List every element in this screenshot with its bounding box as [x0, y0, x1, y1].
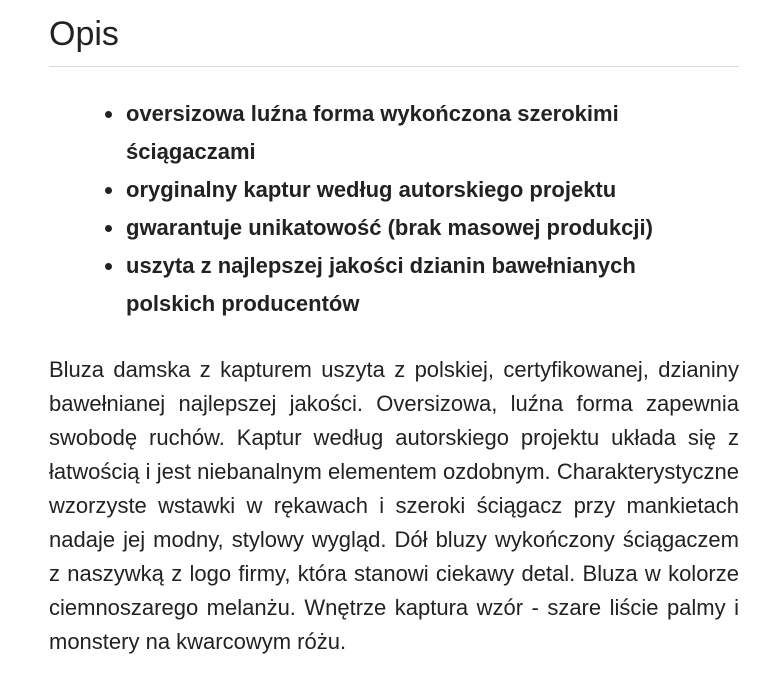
feature-text: oversizowa luźna forma wykończona szerokimi ściągaczami [126, 101, 619, 164]
feature-text: oryginalny kaptur według autorskiego projektu [126, 177, 617, 202]
bullet-icon [105, 225, 112, 232]
description-paragraph: Bluza damska z kapturem uszyta z polskiej, certyfikowanej, dzianiny bawełnianej najlepszej jakości. Oversizowa, luźna forma zapewnia swobodę ruchów. Kaptur według autorskiego projektu układa się z łatwością i jest niebanalnym elementem ozdobnym. Charakterystyczne wzorzyste wstawki w rękawach i szeroki ściągacz przy mankietach nadaje jej modny, stylowy wygląd. Dół bluzy wykończony ściągaczem z naszywką z logo firmy, która stanowi ciekawy detal. Bluza w kolorze ciemnoszarego melanżu. Wnętrze kaptura wzór - szare liście palmy i monstery na kwarcowym różu. [49, 357, 739, 654]
bullet-icon [105, 187, 112, 194]
section-title: Opis [49, 15, 119, 53]
feature-item [105, 171, 706, 209]
feature-item [105, 247, 706, 323]
bullet-icon [105, 111, 112, 118]
feature-item [105, 95, 706, 171]
feature-text: gwarantuje unikatowość (brak masowej produkcji) [126, 215, 653, 240]
feature-list [49, 95, 739, 323]
feature-item [105, 209, 706, 247]
bullet-icon [105, 263, 112, 270]
feature-text: uszyta z najlepszej jakości dzianin bawełnianych polskich producentów [126, 253, 636, 316]
divider [49, 66, 739, 67]
